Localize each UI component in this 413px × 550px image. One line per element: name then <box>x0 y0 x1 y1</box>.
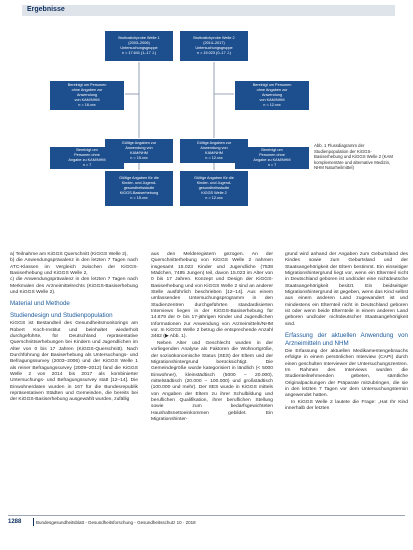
box-right-exclusion-2: Bereinigt um Personen ohne Angabe zu KAM/NHM n = 7 <box>235 147 309 169</box>
box-bottom-left: Gültige Angaben für die Kinder- und Jugend- gesundheitsstudie KiGGS-Basiserhebung n = 15.xxx <box>105 171 173 206</box>
paragraph: aus den Melderegistern gezogen. An der Querschnitterhebung von KiGGS Welle 2 nahmen insgesamt 15.023 Kinder und Jugendliche (7538 Mädchen, 7485 Jungen) teil, davon 15.023 im Alter von 0 bis 17 Jahren. Konzept und Design der KiGGS-Basiserhebung und von KiGGS Welle 2 sind an anderer Stelle ausführlich beschrieben [12–14]. Aus einem umfassenden Untersuchungsprogramm in den Studienzentren durchgeführten standardisierten Interviews liegen in der KiGGS-Basiserhebung für 14.679 der 0- bis 17-jährigen Kinder und Jugendlichen Informationen zur Anwendung von Arzneimitteln/NHM vor. In KiGGS Welle 2 betrug die entsprechende Anzahl 3462 (▶ Abb. 1). <box>151 252 273 340</box>
footer-separator <box>33 518 34 526</box>
box-mid-left: Gültige Angaben zur Anwendung von KAM/NHM n = 15.xxx <box>105 139 173 163</box>
list-item: a) Teilnahme am KiGGS Querschnitt (KiGGS Welle 2), <box>10 252 128 257</box>
box-left-exclusion-2: Bereinigt um Personen ohne Angabe zu KAM/NHM n = 7 <box>50 147 124 169</box>
box-top-left: Bruttostichprobe Welle 1 (2003–2006) Untersuchungsgruppe n = 17.641 (1–17 J.) <box>105 31 173 61</box>
paragraph: KiGGS ist Bestandteil des Gesundheitsmonitorings am Robert Koch-Institut und beinhaltet wiederholt durchgeführte, für Deutschland repräsentative Querschnittserhebungen bei Kindern und Jugendlichen im Alter von 0 bis 17 Jahren (KiGGS-Querschnitt). Nach Durchführung der Basiserhebung als Untersuchungs- und Befragungssurvey (2003–2006) und der KiGGS Welle 1 als reiner Befragungssurvey (2009–2012) fand die KiGGS Welle 2 von 2014 bis 2017 als kombinierter Untersuchungs- und Befragungssurvey statt [12–14]. Die Einwohnerdaten wurden in 167 für die Bundesrepublik repräsentativen Städten und Gemeinden, die bereits bei der KiGGS-Basiserhebung ausgewählt wurden, zufällig <box>10 321 138 403</box>
paragraph: Die Erfassung der aktuellen Medikamentengebrauchs erfolgte in einem persönlichen Interview (CAPI) durch einen geschulten Interviewer der Untersuchungszentren. Im Rahmen des Interviews wurden die Studienteilnehmenden gebeten, sämtliche Originalpackungen der Präparate mitzubringen, die sie in den letzten 7 Tagen vor dem Untersuchungstermin angewendet hatten. <box>285 348 408 399</box>
list-item: c) die Anwendungsprävalenz in den letzten 7 Tagen nach Merkmalen des Arzneimittelrechts (KiGGS-Basiserhebung und KiGGS Welle 2). <box>10 277 138 296</box>
journal-citation: Bundesgesundheitsblatt - Gesundheitsforschung - Gesundheitsschutz 10 · 2018 <box>36 520 196 525</box>
text-column-2 <box>151 252 273 423</box>
subsection-heading-erfassung: Erfassung der aktuellen Anwendung von Arzneimitteln und NHM <box>285 332 408 347</box>
section-heading-material: Material und Methode <box>10 300 70 308</box>
list-item: b) die Anwendungsprävalenz in den letzten 7 Tagen nach ATC-Klassen im Vergleich zwischen der KiGGS-Basiserhebung und KiGGS Welle 2, <box>10 258 138 277</box>
footer-divider <box>8 515 405 516</box>
paragraph: grund wird anhand der Angaben zum Geburtsland des Kindes sowie zum Geburtsland und der Staatsangehörigkeit der Eltern bestimmt. Ein einseitiger Migrationshintergrund liegt vor, wenn ein Elternteil nicht in Deutschland geboren ist und/oder eine nichtdeutsche Staatsangehörigkeit besitzt. Ein beidseitiger Migrationshintergrund ist gegeben, wenn das Kind selbst aus einem anderen Land zugewandert ist und mindestens ein Elternteil nicht in Deutschland geboren ist oder wenn beide Elternteile in einem anderen Land geboren und/oder nichtdeutscher Staatsangehörigkeit sind. <box>285 252 408 327</box>
box-left-exclusion-1: Bereinigt um Personen ohne Angaben zur Anwendung von KAM/NHM n = 16.xxx <box>50 81 124 110</box>
section-title: Ergebnisse <box>27 6 65 13</box>
box-top-right: Bruttostichprobe Welle 2 (2014–2017) Untersuchungsgruppe n = 15.023 (0–17 J.) <box>180 31 248 61</box>
box-right-exclusion-1: Bereinigt um Personen ohne Angaben zur Anwendung von KAM/NHM n = 12.xxx <box>235 81 309 110</box>
paragraph: Neben Alter und Geschlecht wurden in der vorliegenden Analyse als Faktoren die Wohnortgröße, der sozioökonomische Status (SES) der Eltern und der Migrationshintergrund berücksichtigt. Die Gemeindegröße wurde kategorisiert in ländlich (< 5000 Einwohner), kleinstädtisch (5000 – 20.000), mittelstädtisch (20.000 – 100.000) und großstädtisch (100.000 und mehr). Der SES wurde in KiGGS mittels von Angaben der Eltern zu ihrer Schulbildung und beruflichen Qualifikation, ihrer beruflichen Stellung sowie zum bedarfsgewichteten Haushaltsnettoeinkommen gebildet. Ein Migrationshinter- <box>151 340 273 422</box>
section-header-bar <box>22 5 395 16</box>
text-column-1 <box>10 252 138 404</box>
figure-caption: Abb. 1 Flussdiagramm der Studienpopulation der KiGGS-Basiserhebung und KiGGS Welle 2 (KAM komplementäre und alternative Medizin, NHM Naturheilmittel) <box>314 143 393 171</box>
box-mid-right: Gültige Angaben zur Anwendung von KAM/NHM n = 12.xxx <box>180 139 248 163</box>
page-number: 1288 <box>8 519 22 525</box>
subsection-heading-design: Studiendesign und Studienpopulation <box>10 311 113 319</box>
paragraph: In KiGGS Welle 2 lautete die Frage: „Hat Ihr Kind innerhalb der letzten <box>285 399 408 412</box>
text-column-3 <box>285 252 408 412</box>
box-bottom-right: Gültige Angaben für die Kinder- und Jugend- gesundheitsstudie KiGGS Welle 2 n = 12.xxx <box>180 171 248 206</box>
